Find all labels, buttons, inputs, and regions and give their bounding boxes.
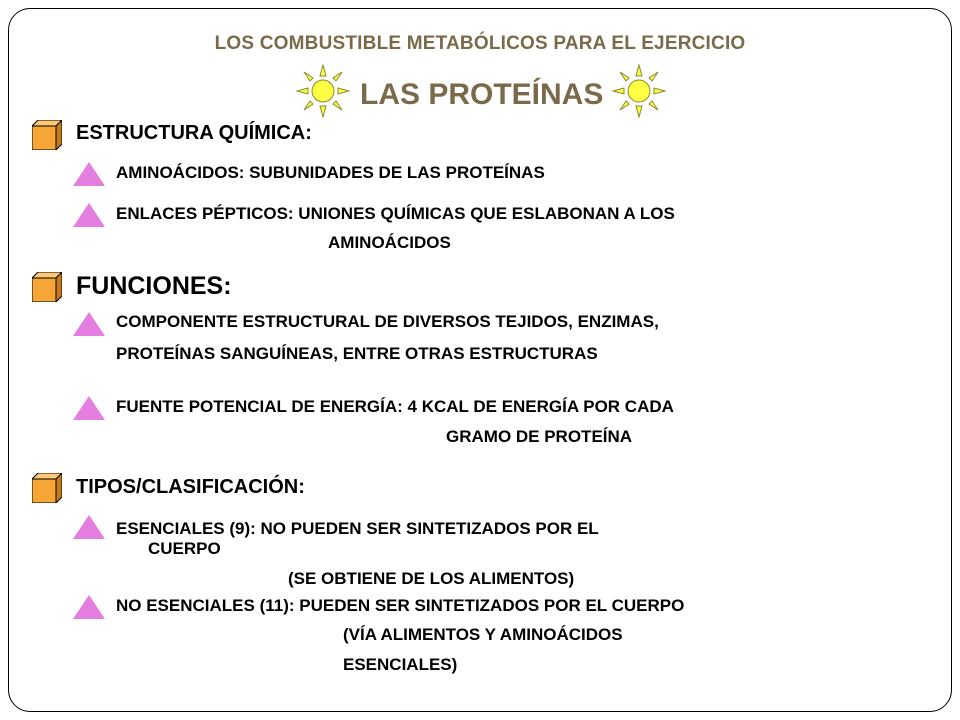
item-text: ENLACES PÉPTICOS: UNIONES QUÍMICAS QUE ESLABONAN A LOS: [116, 204, 675, 223]
section-heading-estructura: ESTRUCTURA QUÍMICA:: [76, 122, 312, 144]
item-text-continuation: (VÍA ALIMENTOS Y AMINOÁCIDOS: [343, 625, 623, 644]
item-text-continuation: ESENCIALES): [343, 655, 458, 674]
cube-bullet-icon: [32, 120, 62, 150]
triangle-bullet-icon: [72, 311, 106, 337]
triangle-bullet-icon: [72, 514, 106, 540]
cube-bullet-icon: [32, 272, 62, 302]
item-text: ESENCIALES (9): NO PUEDEN SER SINTETIZADOS POR EL: [116, 519, 599, 538]
item-text: COMPONENTE ESTRUCTURAL DE DIVERSOS TEJIDOS, ENZIMAS,: [116, 312, 659, 331]
item-text-continuation: AMINOÁCIDOS: [328, 233, 451, 252]
triangle-bullet-icon: [72, 202, 106, 228]
item-text-continuation: GRAMO DE PROTEÍNA: [446, 427, 633, 446]
cube-bullet-icon: [32, 473, 62, 503]
slide-title: LOS COMBUSTIBLE METABÓLICOS PARA EL EJERCICIO: [214, 33, 746, 54]
triangle-bullet-icon: [72, 594, 106, 620]
triangle-bullet-icon: [72, 395, 106, 421]
item-text-continuation: CUERPO: [148, 539, 221, 558]
item-text-continuation: (SE OBTIENE DE LOS ALIMENTOS): [288, 569, 575, 588]
item-text: NO ESENCIALES (11): PUEDEN SER SINTETIZADOS POR EL CUERPO: [116, 596, 685, 615]
item-text: FUENTE POTENCIAL DE ENERGÍA: 4 KCAL DE ENERGÍA POR CADA: [116, 397, 674, 416]
sun-icon: [296, 64, 350, 118]
item-text-continuation: PROTEÍNAS SANGUÍNEAS, ENTRE OTRAS ESTRUCTURAS: [116, 344, 598, 363]
slide-subtitle: LAS PROTEÍNAS: [360, 78, 604, 111]
item-text: AMINOÁCIDOS: SUBUNIDADES DE LAS PROTEÍNAS: [116, 163, 545, 182]
triangle-bullet-icon: [72, 161, 106, 187]
section-heading-funciones: FUNCIONES:: [76, 272, 232, 300]
sun-icon: [612, 64, 666, 118]
section-heading-tipos: TIPOS/CLASIFICACIÓN:: [76, 476, 305, 498]
